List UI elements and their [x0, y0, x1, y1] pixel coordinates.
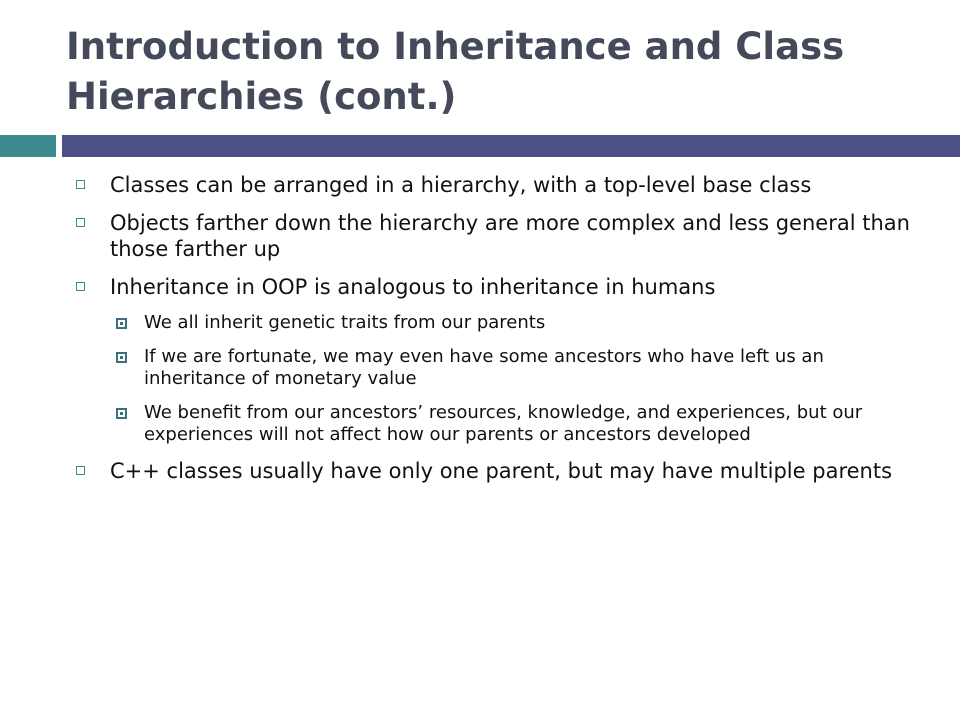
filled-square-bullet-icon	[116, 352, 127, 363]
sub-bullet-item	[70, 402, 910, 446]
bullet-text: Inheritance in OOP is analogous to inheritance in humans	[110, 275, 716, 299]
bullet-item	[70, 458, 910, 484]
sub-bullet-text: If we are fortunate, we may even have some ancestors who have left us an inheritance of monetary value	[144, 346, 824, 389]
sub-bullet-item	[70, 312, 910, 334]
bullet-text: C++ classes usually have only one parent, but may have multiple parents	[110, 459, 893, 483]
bullet-list	[70, 172, 910, 496]
bullet-item	[70, 210, 910, 262]
title-accent-bar-right	[62, 135, 960, 157]
square-bullet-icon	[76, 218, 85, 227]
bullet-text: Objects farther down the hierarchy are more complex and less general than those farther up	[110, 211, 910, 261]
square-bullet-icon	[76, 466, 85, 475]
square-bullet-icon	[76, 180, 85, 189]
title-accent-bar-left	[0, 135, 56, 157]
slide-title: Introduction to Inheritance and Class Hierarchies (cont.)	[66, 25, 845, 118]
sub-bullet-text: We benefit from our ancestors’ resources, knowledge, and experiences, but our experiences will not affect how our parents or ancestors developed	[144, 402, 863, 445]
bullet-text: Classes can be arranged in a hierarchy, with a top-level base class	[110, 173, 812, 197]
bullet-item	[70, 172, 910, 198]
bullet-item	[70, 274, 910, 300]
square-bullet-icon	[76, 282, 85, 291]
sub-bullet-item	[70, 346, 910, 390]
filled-square-bullet-icon	[116, 318, 127, 329]
filled-square-bullet-icon	[116, 408, 127, 419]
sub-bullet-text: We all inherit genetic traits from our parents	[144, 312, 546, 333]
